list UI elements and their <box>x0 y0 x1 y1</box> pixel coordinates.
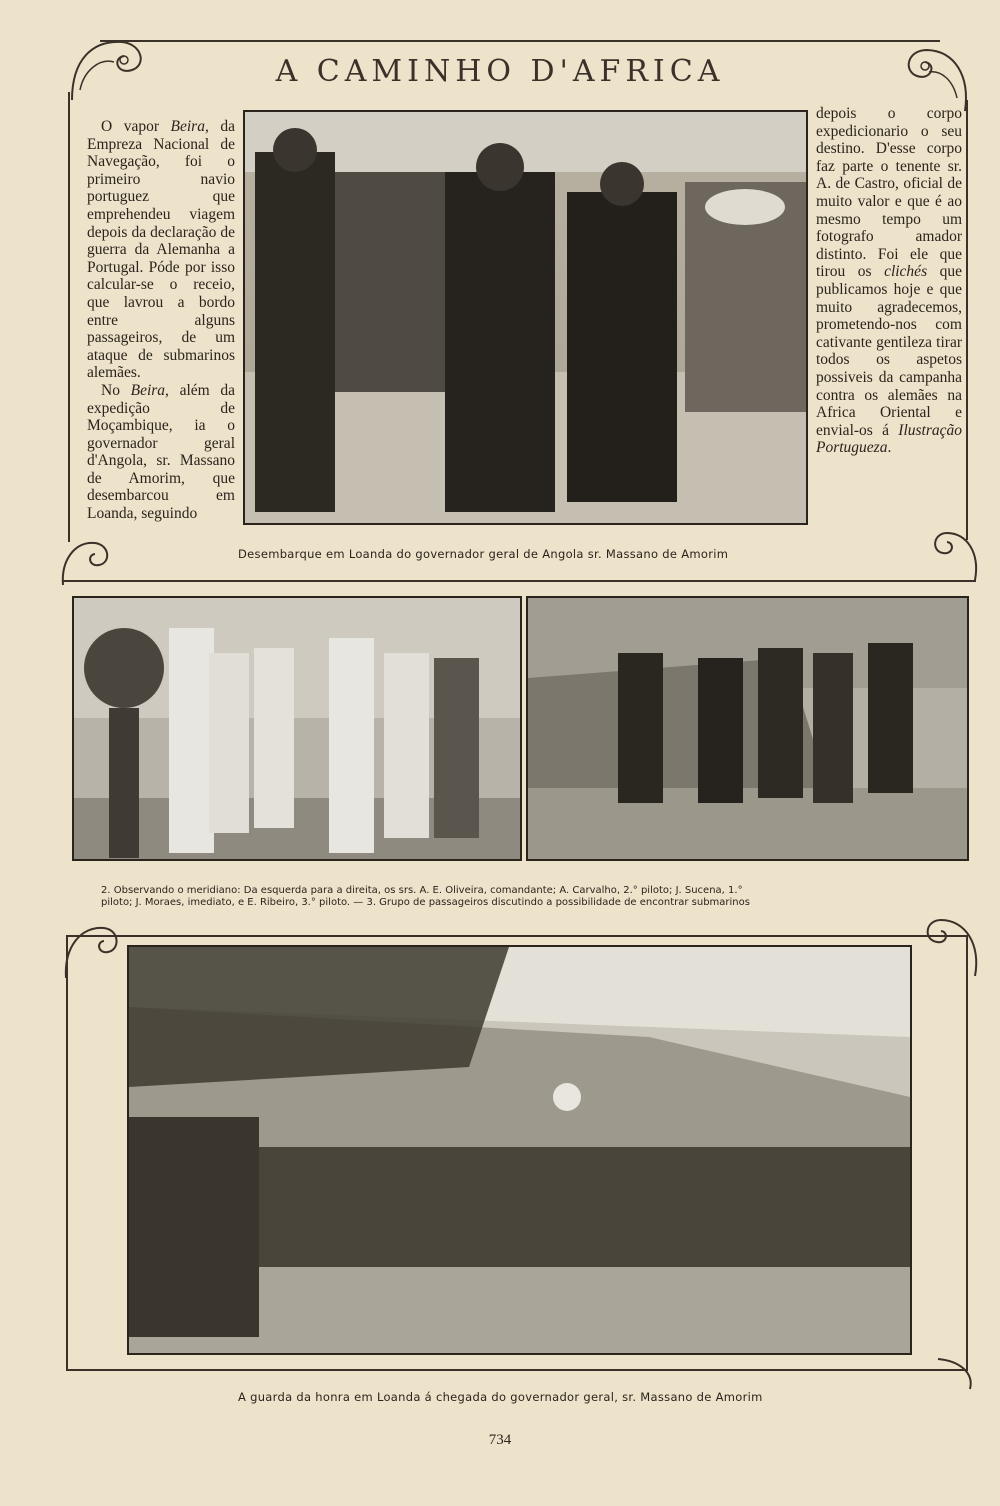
photo-governor-landing-image <box>245 112 806 523</box>
photo-observing-meridian <box>72 596 522 861</box>
magazine-name: Ilustração Portugueza <box>816 421 962 457</box>
ship-name: Beira <box>170 118 205 135</box>
text-run: que publicamos hoje e que muito agradecemos, prometendo-nos com cativante gentileza tirar todos os aspetos possiveis da campanha contra os alemães na Africa Oriental e envial-os á <box>816 263 962 439</box>
photos-2-3-caption-line1: 2. Observando o meridiano: Da esquerda para a direita, os srs. A. E. Oliveira, comandante; A. Carvalho, 2.° piloto; J. Sucena, 1.° <box>101 885 743 896</box>
photo-guard-of-honour <box>127 945 912 1355</box>
page-frame-left <box>68 92 70 542</box>
ornament-bottom-left <box>58 920 128 980</box>
ornament-mid-left <box>55 535 115 590</box>
paragraph-1 <box>87 118 235 382</box>
photo-governor-landing <box>243 110 808 525</box>
page-number: 734 <box>488 1432 512 1448</box>
ornament-bottom-right <box>915 910 985 980</box>
page-title: A CAMINHO D'AFRICA <box>275 54 725 89</box>
photo-guard-of-honour-image <box>129 947 910 1353</box>
page-frame-right <box>966 100 968 540</box>
right-column-text <box>816 105 962 457</box>
paragraph-2 <box>87 382 235 523</box>
paragraph-3 <box>816 105 962 457</box>
text-run: , da Empreza Nacional de Navegação, foi o primeiro navio portuguez que emprehendeu viagem depois da declaração de guerra da Alemanha a Portugal. Póde por isso calcular-se o receio, que lavrou a bordo entre alguns passageiros, de um ataque de submarinos alemães. <box>87 118 235 382</box>
photo-governor-landing-caption: Desembarque em Loanda do governador geral de Angola sr. Massano de Amorim <box>238 547 729 561</box>
text-run: No <box>101 381 131 399</box>
page-frame-top <box>100 40 940 42</box>
ornament-lower-right <box>930 1355 980 1395</box>
photo-observing-meridian-image <box>74 598 520 859</box>
text-run: O vapor <box>101 118 171 135</box>
text-run: depois o corpo expedicionario o seu destino. D'esse corpo faz parte o tenente sr. A. de Castro, oficial de muito valor e que é ao mesmo tempo um fotografo amador distinto. Foi ele que tirou os <box>816 105 962 281</box>
text-run-italic: clichés <box>884 263 928 281</box>
text-run: . <box>887 439 892 457</box>
left-column-text <box>87 118 235 523</box>
ornament-mid-right <box>925 525 985 585</box>
photo-guard-of-honour-caption: A guarda da honra em Loanda á chegada do governador geral, sr. Massano de Amorim <box>238 1390 763 1404</box>
photos-2-3-caption-line2: piloto; J. Moraes, imediato, e E. Ribeiro, 3.° piloto. — 3. Grupo de passageiros discutindo a possibilidade de encontrar submarinos <box>101 897 750 908</box>
text-run: , além da expedição de Moçambique, ia o governador geral d'Angola, sr. Massano de Amorim, que desembarcou em Loanda, seguindo <box>87 381 235 523</box>
photo-passengers-group <box>526 596 969 861</box>
photo-passengers-group-image <box>528 598 967 859</box>
ship-name: Beira <box>130 381 166 399</box>
